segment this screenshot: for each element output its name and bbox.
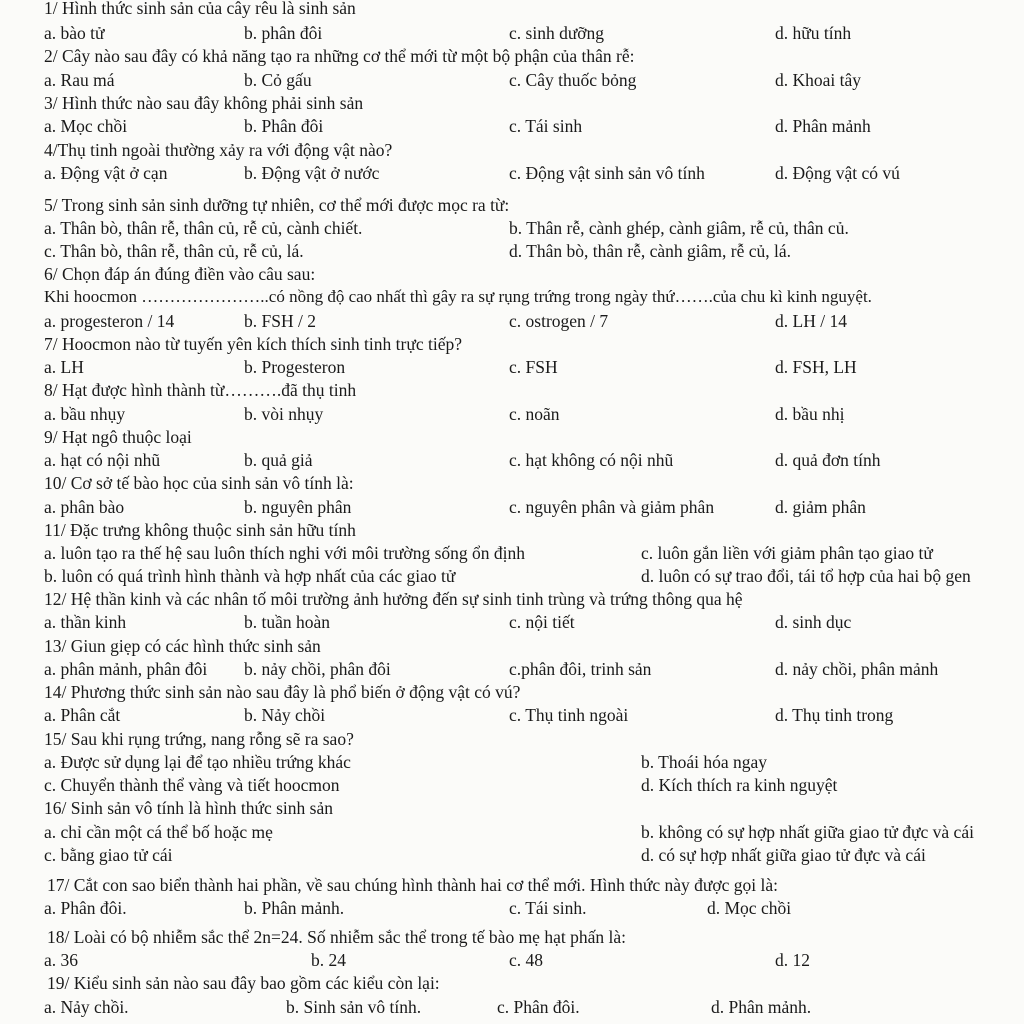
question-17-stem: 17/ Cắt con sao biển thành hai phần, về sau chúng hình thành hai cơ thể mới. Hình thức này được gọi là: bbox=[47, 875, 779, 895]
option-c: c. FSH bbox=[509, 357, 558, 377]
option-a: a. bào tử bbox=[44, 23, 105, 43]
question-14-stem: 14/ Phương thức sinh sản nào sau đây là phổ biến ở động vật có vú? bbox=[44, 682, 521, 702]
question-4-stem: 4/Thụ tinh ngoài thường xảy ra với động vật nào? bbox=[44, 140, 393, 160]
option-d: d. 12 bbox=[775, 950, 810, 970]
option-c: c. bằng giao tử cái bbox=[44, 845, 173, 865]
option-a: a. Được sử dụng lại để tạo nhiều trứng khác bbox=[44, 752, 351, 772]
option-c: c. nội tiết bbox=[509, 612, 575, 632]
question-8-stem: 8/ Hạt được hình thành từ……….đã thụ tinh bbox=[44, 380, 357, 400]
option-a: a. Phân đôi. bbox=[44, 898, 127, 918]
option-d: d. Phân mảnh bbox=[775, 116, 871, 136]
option-d: d. FSH, LH bbox=[775, 357, 857, 377]
option-a: a. Thân bò, thân rễ, thân củ, rễ củ, cành chiết. bbox=[44, 218, 363, 238]
option-a: a. Rau má bbox=[44, 70, 115, 90]
question-18-stem: 18/ Loài có bộ nhiễm sắc thể 2n=24. Số nhiễm sắc thể trong tế bào mẹ hạt phấn là: bbox=[47, 927, 626, 947]
option-b: b. Thân rễ, cành ghép, cành giâm, rễ củ, thân củ. bbox=[509, 218, 849, 238]
option-c: c. luôn gắn liền với giảm phân tạo giao tử bbox=[641, 543, 933, 563]
question-11-stem: 11/ Đặc trưng không thuộc sinh sản hữu tính bbox=[44, 520, 356, 540]
option-d: d. Khoai tây bbox=[775, 70, 862, 90]
option-c: c. Tái sinh bbox=[509, 116, 583, 136]
option-b: b. Động vật ở nước bbox=[244, 163, 380, 183]
option-a: a. luôn tạo ra thế hệ sau luôn thích nghi với môi trường sống ổn định bbox=[44, 543, 525, 563]
option-a: a. progesteron / 14 bbox=[44, 311, 175, 331]
option-d: d. luôn có sự trao đổi, tái tổ hợp của hai bộ gen bbox=[641, 566, 971, 586]
question-1-stem: 1/ Hình thức sinh sản của cây rêu là sinh sản bbox=[44, 0, 356, 18]
option-d: d. giảm phân bbox=[775, 497, 866, 517]
option-d: d. Mọc chồi bbox=[707, 898, 792, 918]
option-c: c. Cây thuốc bỏng bbox=[509, 70, 637, 90]
option-c: c. Thụ tinh ngoài bbox=[509, 705, 629, 725]
option-b: b. Sinh sản vô tính. bbox=[286, 997, 422, 1017]
question-16-stem: 16/ Sinh sản vô tính là hình thức sinh sản bbox=[44, 798, 333, 818]
option-c: c. Phân đôi. bbox=[497, 997, 580, 1017]
question-6-stem: 6/ Chọn đáp án đúng điền vào câu sau: bbox=[44, 264, 316, 284]
option-d: d. quả đơn tính bbox=[775, 450, 881, 470]
option-c: c. Động vật sinh sản vô tính bbox=[509, 163, 705, 183]
option-c: c. noãn bbox=[509, 404, 560, 424]
option-b: b. 24 bbox=[311, 950, 346, 970]
option-a: a. Nảy chồi. bbox=[44, 997, 129, 1017]
option-c: c.phân đôi, trinh sản bbox=[509, 659, 652, 679]
option-c: c. 48 bbox=[509, 950, 544, 970]
option-d: d. Động vật có vú bbox=[775, 163, 900, 183]
option-a: a. phân bào bbox=[44, 497, 125, 517]
option-c: c. ostrogen / 7 bbox=[509, 311, 609, 331]
option-a: a. chỉ cần một cá thể bố hoặc mẹ bbox=[44, 822, 273, 842]
option-a: a. Động vật ở cạn bbox=[44, 163, 168, 183]
option-a: a. Phân cắt bbox=[44, 705, 121, 725]
option-b: b. Phân mảnh. bbox=[244, 898, 345, 918]
option-b: b. phân đôi bbox=[244, 23, 323, 43]
option-a: a. thần kinh bbox=[44, 612, 127, 632]
option-d: d. nảy chồi, phân mảnh bbox=[775, 659, 939, 679]
option-d: d. Thụ tinh trong bbox=[775, 705, 894, 725]
option-c: c. hạt không có nội nhũ bbox=[509, 450, 674, 470]
option-b: b. quả giả bbox=[244, 450, 313, 470]
option-a: a. 36 bbox=[44, 950, 79, 970]
option-b: b. nguyên phân bbox=[244, 497, 352, 517]
option-c: c. Chuyển thành thể vàng và tiết hoocmon bbox=[44, 775, 340, 795]
option-d: d. Phân mảnh. bbox=[711, 997, 812, 1017]
question-10-stem: 10/ Cơ sở tế bào học của sinh sản vô tính là: bbox=[44, 473, 354, 493]
question-3-stem: 3/ Hình thức nào sau đây không phải sinh sản bbox=[44, 93, 364, 113]
option-b: b. tuần hoàn bbox=[244, 612, 331, 632]
option-c: c. Tái sinh. bbox=[509, 898, 587, 918]
option-d: d. bầu nhị bbox=[775, 404, 845, 424]
option-a: a. LH bbox=[44, 357, 84, 377]
option-d: d. LH / 14 bbox=[775, 311, 847, 331]
question-5-stem: 5/ Trong sinh sản sinh dưỡng tự nhiên, cơ thể mới được mọc ra từ: bbox=[44, 195, 510, 215]
option-b: b. Nảy chồi bbox=[244, 705, 326, 725]
option-a: a. hạt có nội nhũ bbox=[44, 450, 161, 470]
question-9-stem: 9/ Hạt ngô thuộc loại bbox=[44, 427, 192, 447]
option-a: a. Mọc chồi bbox=[44, 116, 128, 136]
option-b: b. luôn có quá trình hình thành và hợp nhất của các giao tử bbox=[44, 566, 456, 586]
question-6-fill-in-sentence: Khi hoocmon …………………..có nồng độ cao nhất thì gây ra sự rụng trứng trong ngày thứ…….của chu kì kinh nguyệt. bbox=[44, 287, 872, 306]
question-12-stem: 12/ Hệ thần kinh và các nhân tố môi trường ảnh hưởng đến sự sinh tinh trùng và trứng thông qua hệ bbox=[44, 589, 743, 609]
option-c: c. Thân bò, thân rễ, thân củ, rễ củ, lá. bbox=[44, 241, 304, 261]
option-b: b. Cỏ gấu bbox=[244, 70, 312, 90]
option-b: b. FSH / 2 bbox=[244, 311, 316, 331]
option-b: b. Thoái hóa ngay bbox=[641, 752, 768, 772]
option-b: b. không có sự hợp nhất giữa giao tử đực và cái bbox=[641, 822, 974, 842]
option-d: d. có sự hợp nhất giữa giao tử đực và cái bbox=[641, 845, 926, 865]
option-d: d. sinh dục bbox=[775, 612, 852, 632]
question-7-stem: 7/ Hoocmon nào từ tuyến yên kích thích sinh tinh trực tiếp? bbox=[44, 334, 462, 354]
option-b: b. Progesteron bbox=[244, 357, 346, 377]
option-b: b. vòi nhụy bbox=[244, 404, 324, 424]
option-a: a. bầu nhụy bbox=[44, 404, 126, 424]
option-c: c. nguyên phân và giảm phân bbox=[509, 497, 715, 517]
option-c: c. sinh dưỡng bbox=[509, 23, 605, 43]
question-13-stem: 13/ Giun giẹp có các hình thức sinh sản bbox=[44, 636, 321, 656]
question-19-stem: 19/ Kiểu sinh sản nào sau đây bao gồm các kiểu còn lại: bbox=[47, 973, 440, 993]
option-a: a. phân mảnh, phân đôi bbox=[44, 659, 208, 679]
question-2-stem: 2/ Cây nào sau đây có khả năng tạo ra những cơ thể mới từ một bộ phận của thân rễ: bbox=[44, 46, 635, 66]
option-b: b. nảy chồi, phân đôi bbox=[244, 659, 391, 679]
option-b: b. Phân đôi bbox=[244, 116, 324, 136]
option-d: d. Kích thích ra kinh nguyệt bbox=[641, 775, 838, 795]
question-15-stem: 15/ Sau khi rụng trứng, nang rỗng sẽ ra sao? bbox=[44, 729, 354, 749]
option-d: d. hữu tính bbox=[775, 23, 852, 43]
option-d: d. Thân bò, thân rễ, cành giâm, rễ củ, lá. bbox=[509, 241, 792, 261]
